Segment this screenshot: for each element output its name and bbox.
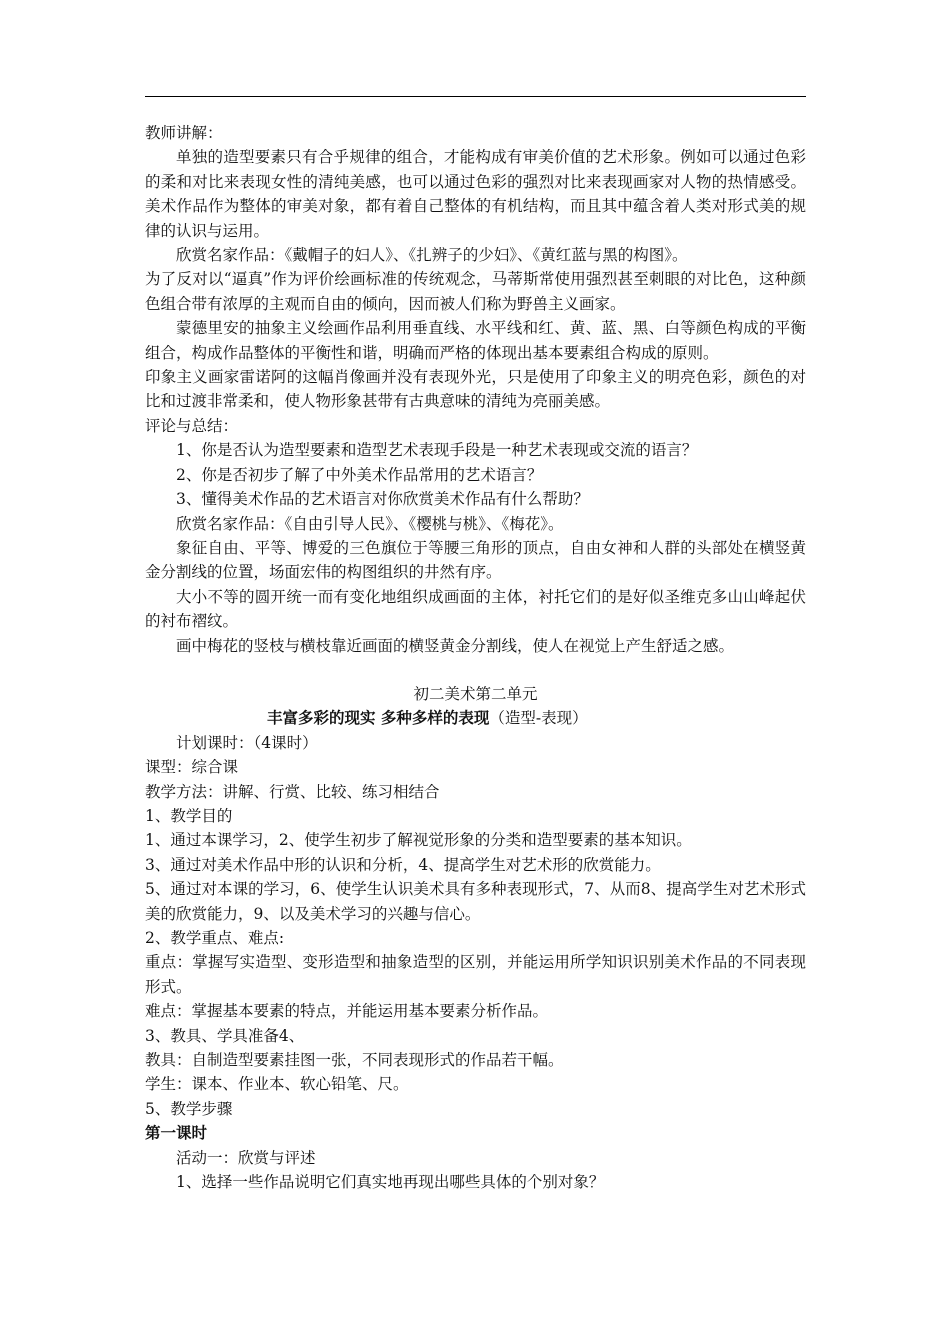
paragraph-matisse: 为了反对以“逼真”作为评价绘画标准的传统观念，马蒂斯常使用强烈甚至刺眼的对比色，这种颜色组合带有浓厚的主观而自由的倾向，因而被人们称为野兽主义画家。: [145, 270, 806, 313]
heading-key-points: 2、教学重点、难点:: [145, 929, 285, 947]
paragraph-liberty: 象征自由、平等、博爱的三色旗位于等腰三角形的顶点，自由女神和人群的头部处在横竖黄金分割线的位置，场面宏伟的构图组织的井然有序。: [145, 538, 806, 582]
paragraph-appreciate-works-2: 欣赏名家作品：《自由引导人民》、《樱桃与桃》、《梅花》。: [176, 514, 564, 533]
lesson-title-subtitle: （造型-表现）: [489, 709, 588, 728]
objective-line-1: 1、通过本课学习，2、使学生初步了解视觉形象的分类和造型要素的基本知识。: [145, 831, 692, 850]
paragraph-combination: 单独的造型要素只有合乎规律的组合，才能构成有审美价值的艺术形象。例如可以通过色彩的柔和对比来表现女性的清纯美感，也可以通过色彩的强烈对比来表现画家对人物的热情感受。美术作品作为整体的审美对象，都有着自己整体的有机结构，而且其中蕴含着人类对形式美的规律的认识与运用。: [145, 148, 806, 240]
heading-objectives: 1、教学目的: [145, 806, 233, 825]
teacher-materials: 教具：自制造型要素挂图一张，不同表现形式的作品若干幅。: [145, 1051, 564, 1070]
paragraph-mondrian: 蒙德里安的抽象主义绘画作品利用垂直线、水平线和红、黄、蓝、黑、白等颜色构成的平衡组合，构成作品整体的平衡性和谐，明确而严格的体现出基本要素组合构成的原则。: [145, 319, 806, 362]
spacer: [145, 658, 806, 682]
activity-one: 活动一：欣赏与评述: [176, 1148, 316, 1167]
paragraph-cherries: 大小不等的圆开统一而有变化地组织成画面的主体，衬托它们的是好似圣维克多山山峰起伏的衬布褶纹。: [145, 587, 806, 631]
question-2: 2、你是否初步了解了中外美术作品常用的艺术语言？: [176, 465, 543, 484]
heading-review-summary: 评论与总结：: [145, 416, 239, 435]
paragraph-renoir: 印象主义画家雷诺阿的这幅肖像画并没有表现外光，只是使用了印象主义的明亮色彩，颜色的对比和过渡非常柔和，使人物形象甚带有古典意味的清纯为亮丽美感。: [145, 368, 806, 411]
heading-first-lesson: 第一课时: [145, 1123, 208, 1143]
lesson-title-main: 丰富多彩的现实 多种多样的表现: [267, 708, 490, 728]
question-1: 1、你是否认为造型要素和造型艺术表现手段是一种艺术表现或交流的语言？: [176, 441, 698, 460]
paragraph-plum: 画中梅花的竖枝与横枝靠近画面的横竖黄金分割线，使人在视觉上产生舒适之感。: [176, 636, 735, 655]
objective-line-3: 5、通过对本课的学习，6、使学生认识美术具有多种表现形式，7、从而8、提高学生对艺术形式美的欣赏能力，9、以及美术学习的兴趣与信心。: [145, 880, 806, 923]
unit-title: 初二美术第二单元: [413, 684, 538, 703]
difficult-point: 难点：掌握基本要素的特点，并能运用基本要素分析作品。: [145, 1002, 549, 1021]
teaching-method: 教学方法：讲解、行赏、比较、练习相结合: [145, 782, 440, 801]
question-3: 3、懂得美术作品的艺术语言对你欣赏美术作品有什么帮助？: [176, 490, 589, 509]
lesson-title: [145, 706, 806, 730]
objective-line-2: 3、通过对美术作品中形的认识和分析，4、提高学生对艺术形的欣赏能力。: [145, 855, 661, 874]
heading-materials: 3、教具、学具准备4、: [145, 1026, 305, 1045]
planned-hours: 计划课时：（4课时）: [176, 733, 318, 752]
student-materials: 学生：课本、作业本、软心铅笔、尺。: [145, 1075, 409, 1094]
heading-steps: 5、教学步骤: [145, 1099, 233, 1118]
header-rule: [145, 96, 806, 97]
document-body: [145, 121, 806, 1194]
heading-teacher-explanation: 教师讲解：: [145, 124, 223, 142]
activity-question-1: 1、选择一些作品说明它们真实地再现出哪些具体的个别对象？: [176, 1173, 605, 1192]
key-point: 重点：掌握写实造型、变形造型和抽象造型的区别，并能运用所学知识识别美术作品的不同表现形式。: [145, 953, 806, 996]
lesson-type: 课型：综合课: [145, 758, 239, 777]
paragraph-appreciate-works-1: 欣赏名家作品：《戴帽子的妇人》、《扎辨子的少妇》、《黄红蓝与黑的构图》。: [176, 246, 688, 265]
